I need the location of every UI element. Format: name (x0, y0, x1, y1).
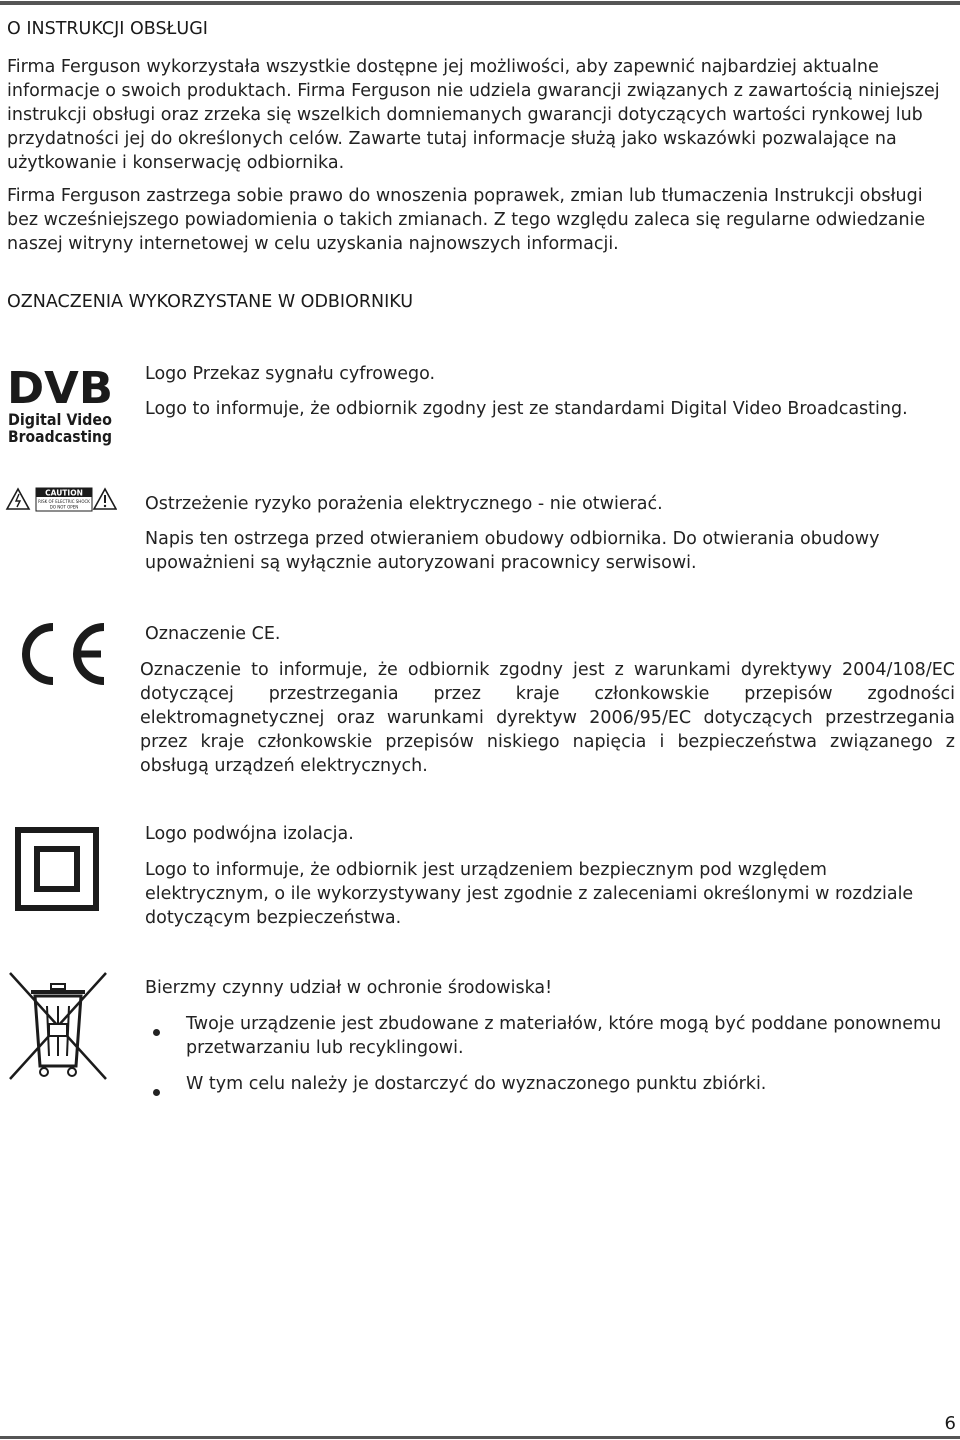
bullet-icon (153, 1029, 160, 1036)
bullet-text: W tym celu należy je dostarczyć do wyznaczonego punktu zbiórki. (186, 1074, 767, 1094)
ce-title: Oznaczenie CE. (145, 624, 281, 644)
dvb-logo-sub2: Broadcasting (8, 427, 112, 446)
caution-label-title: CAUTION (45, 488, 83, 498)
list-item (145, 1012, 955, 1060)
double-insulation-title: Logo podwójna izolacja. (145, 824, 354, 844)
section-title-markings: OZNACZENIA WYKORZYSTANE W ODBIORNIKU (7, 292, 414, 312)
electric-shock-warning-icon (5, 487, 117, 513)
dvb-logo-sub1: Digital Video (8, 410, 112, 429)
caution-label-line1: RISK OF ELECTRIC SHOCK (38, 499, 90, 504)
bullet-text: Twoje urządzenie jest zbudowane z materiałów, które mogą być poddane ponownemu przetwarzaniu lub recyklingowi. (186, 1014, 942, 1058)
bottom-rule (0, 1436, 960, 1439)
caution-description: Napis ten ostrzega przed otwieraniem obudowy odbiornika. Do otwierania obudowy upoważnieni są wyłącznie autoryzowani pracownicy serwisowi. (145, 529, 880, 573)
double-insulation-description: Logo to informuje, że odbiornik jest urządzeniem bezpiecznym pod względem elektrycznym, o ile wykorzystywany jest zgodnie z zaleceniami określonymi w rozdziale dotyczącym bezpieczeństwa. (145, 860, 914, 928)
caution-title: Ostrzeżenie ryzyko porażenia elektrycznego - nie otwierać. (145, 494, 663, 514)
double-insulation-icon (15, 827, 99, 911)
dvb-logo-icon (5, 355, 117, 447)
weee-bin-icon (7, 970, 109, 1082)
page-number: 6 (944, 1413, 956, 1434)
dvb-title: Logo Przekaz sygnału cyfrowego. (145, 364, 436, 384)
about-paragraph-2: Firma Ferguson zastrzega sobie prawo do wnoszenia poprawek, zmian lub tłumaczenia Instrukcji obsługi bez wcześniejszego powiadomienia o takich zmianach. Z tego względu zaleca się regularne odwiedzanie naszej witryny internetowej w celu uzyskania najnowszych informacji. (7, 186, 926, 254)
environment-title: Bierzmy czynny udział w ochronie środowiska! (145, 978, 553, 998)
bullet-icon (153, 1089, 160, 1096)
ce-mark-icon (7, 620, 111, 688)
ce-description: Oznaczenie to informuje, że odbiornik zgodny jest z warunkami dyrektywy 2004/108/EC dotyczącej przestrzegania przez kraje członkowskie przepisów zgodności elektromagnetycznej oraz warunkami dyrektyw 2006/95/EC dotyczących przestrzegania przez kraje członkowskie przepisów niskiego napięcia i bezpieczeństwa związanego z obsługą urządzeń elektrycznych. (140, 660, 955, 776)
dvb-logo-text: DVB (7, 363, 113, 414)
about-paragraph-1: Firma Ferguson wykorzystała wszystkie dostępne jej możliwości, aby zapewnić najbardziej aktualne informacje o swoich produktach. Firma Ferguson nie udziela gwarancji związanych z zawartością niniejszej instrukcji obsługi oraz zrzeka się wszelkich domniemanych gwarancji dotyczących wartości rynkowej lub przydatności jej do określonych celów. Zawarte tutaj informacje służą jako wskazówki pozwalające na użytkowanie i konserwację odbiornika. (7, 57, 940, 173)
section-title-about-manual: O INSTRUKCJI OBSŁUGI (7, 19, 208, 39)
list-item (145, 1072, 955, 1096)
dvb-description: Logo to informuje, że odbiornik zgodny jest ze standardami Digital Video Broadcasting. (145, 399, 908, 419)
top-rule (0, 1, 960, 5)
caution-label-line2: DO NOT OPEN (49, 504, 79, 510)
